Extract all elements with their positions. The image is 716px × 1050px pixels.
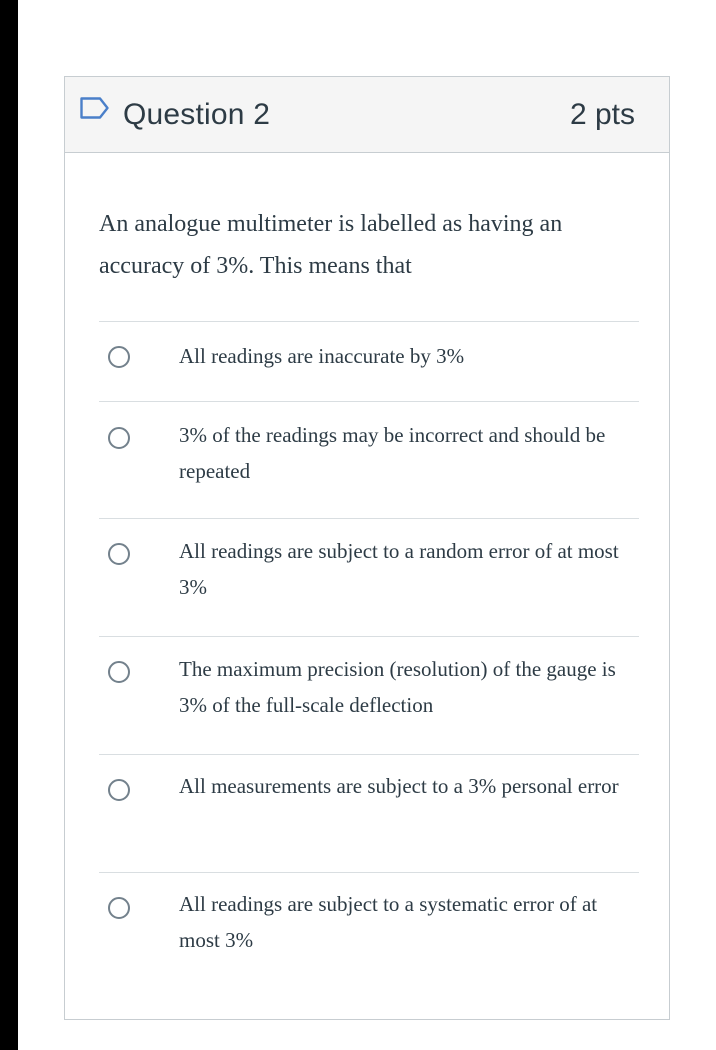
answer-label[interactable]: The maximum precision (resolution) of the gauge is 3% of the full-scale deflection [179, 657, 616, 717]
radio-button[interactable] [108, 897, 130, 919]
radio-button[interactable] [108, 346, 130, 368]
radio-button[interactable] [108, 779, 130, 801]
answer-option[interactable] [99, 754, 639, 872]
question-prompt: An analogue multimeter is labelled as having an accuracy of 3%. This means that [99, 211, 563, 279]
question-card [64, 76, 670, 1020]
radio-button[interactable] [108, 427, 130, 449]
answer-label[interactable]: All measurements are subject to a 3% personal error [179, 774, 619, 798]
question-points: 2 pts [569, 98, 635, 131]
radio-button[interactable] [108, 661, 130, 683]
flag-icon[interactable] [79, 96, 111, 120]
left-edge-strip [0, 0, 18, 1050]
answer-option[interactable] [99, 518, 639, 636]
answer-option[interactable] [99, 321, 639, 401]
answer-label[interactable]: All readings are subject to a systematic error of at most 3% [179, 892, 598, 952]
answer-label[interactable]: All readings are inaccurate by 3% [179, 344, 465, 368]
radio-button[interactable] [108, 543, 130, 565]
answer-label[interactable]: 3% of the readings may be incorrect and should be repeated [179, 423, 606, 483]
answer-option[interactable] [99, 636, 639, 754]
answer-option[interactable] [99, 401, 639, 518]
question-header [65, 77, 669, 153]
question-title: Question 2 [123, 98, 271, 131]
answer-label[interactable]: All readings are subject to a random error of at most 3% [179, 539, 619, 599]
answer-option[interactable] [99, 872, 639, 990]
answer-list [99, 321, 639, 990]
